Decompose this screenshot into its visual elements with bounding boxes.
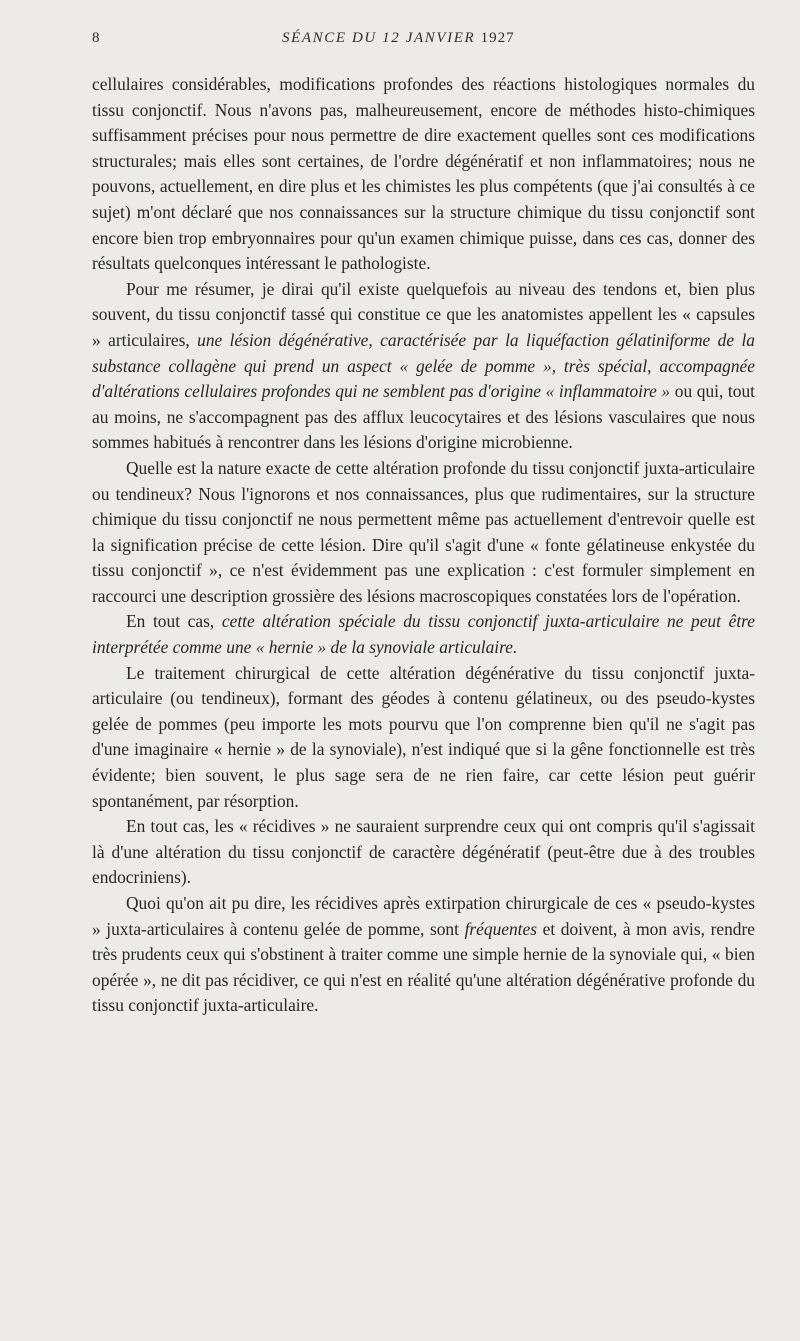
paragraph-6: [92, 814, 755, 891]
paragraph-text: En tout cas, les « récidives » ne sauraient surprendre ceux qui ont compris qu'il s'agissait là d'une altération du tissu conjonctif de caractère dégénératif (peut-être due à des troubles endocriniens).: [92, 816, 755, 888]
paragraph-text-before: Quoi qu'on ait pu dire, les récidives après extirpation chirurgicale de ces « pseudo-kystes » juxta-articulaires à contenu gelée de pomme, sont: [92, 893, 755, 939]
paragraph-italic-text: fréquentes: [464, 918, 538, 939]
paragraph-text: Le traitement chirurgical de cette altération dégénérative du tissu conjonctif juxta-articulaire (ou tendineux), formant des géodes à contenu gélatineux, ou des pseudo-kystes gelée de pommes (peu importe les mots pourvu que l'on comprenne bien qu'il ne s'agit pas d'une imaginaire « hernie » de la synoviale), n'est indiqué que si la gêne fonctionnelle est très évidente; bien souvent, le plus sage sera de ne rien faire, car cette lésion peut guérir spontanément, par résorption.: [92, 662, 755, 811]
paragraph-text-after: ou qui, tout au moins, ne s'accompagnent pas des afflux leucocytaires et des lésions vasculaires que nous sommes habitués à rencontrer dans les lésions d'origine microbienne.: [92, 381, 755, 453]
paragraph-text-before: Pour me résumer, je dirai qu'il existe quelquefois au niveau des tendons et, bien plus souvent, du tissu conjonctif tassé qui constitue ce que les anatomistes appellent les « capsules » articulaires,: [92, 278, 755, 350]
paragraph-7: [92, 891, 755, 1019]
paragraph-5: [92, 661, 755, 815]
page-number: 8: [92, 30, 100, 46]
paragraph-text: Quelle est la nature exacte de cette altération profonde du tissu conjonctif juxta-articulaire ou tendineux? Nous l'ignorons et nos connaissances, plus que rudimentaires, sur la structure chimique du tissu conjonctif ne nous permettent même pas actuellement d'entrevoir quelle est la signification précise de cette lésion. Dire qu'il s'agit d'une « fonte gélatineuse enkystée du tissu conjonctif », ce n'est évidemment pas une explication : c'est formuler simplement en raccourci une description grossière des lésions macroscopiques constatées lors de l'opération.: [92, 457, 755, 606]
paragraph-italic-text: une lésion dégénérative, caractérisée par la liquéfaction gélatiniforme de la substance collagène qui prend un aspect « gelée de pomme », très spécial, accompagnée d'altérations cellulaires profondes qui ne semblent pas d'origine « inflammatoire »: [92, 329, 755, 402]
paragraph-text: cellulaires considérables, modifications profondes des réactions histologiques normales du tissu conjonctif. Nous n'avons pas, malheureusement, encore de méthodes histo-chimiques suffisamment précises pour nous permettre de dire exactement quelles sont ces modifications structurales; mais elles sont certaines, de l'ordre dégénératif et non inflammatoires; nous ne pouvons, actuellement, en dire plus et les chimistes les plus compétents (que j'ai consultés à ce sujet) m'ont déclaré que nos connaissances sur la structure chimique du tissu conjonctif sont encore bien trop embryonnaires pour qu'un examen chimique puisse, dans ces cas, donner des résultats quelconques intéressant le pathologiste.: [92, 74, 755, 274]
running-head: [92, 30, 753, 54]
header-session-title: SÉANCE DU 12 JANVIER: [282, 30, 476, 46]
paragraph-4: [92, 609, 755, 660]
paragraph-1: [92, 72, 755, 277]
paragraph-text-after: et doivent, à mon avis, rendre très prudents ceux qui s'obstinent à traiter comme une simple hernie de la synoviale qui, « bien opérée », ne dit pas récidiver, ce qui n'est en réalité qu'une altération dégénérative profonde du tissu conjonctif juxta-articulaire.: [92, 918, 755, 1016]
paragraph-2: [92, 277, 755, 456]
paragraph-text-before: En tout cas,: [126, 611, 215, 632]
paragraph-3: [92, 456, 755, 610]
header-title: [282, 30, 515, 47]
header-year: 1927: [480, 30, 515, 46]
body-text: [92, 72, 755, 1019]
paragraph-italic-text: cette altération spéciale du tissu conjonctif juxta-articulaire ne peut être interprétée comme une « hernie » de la synoviale articulaire.: [92, 611, 755, 658]
